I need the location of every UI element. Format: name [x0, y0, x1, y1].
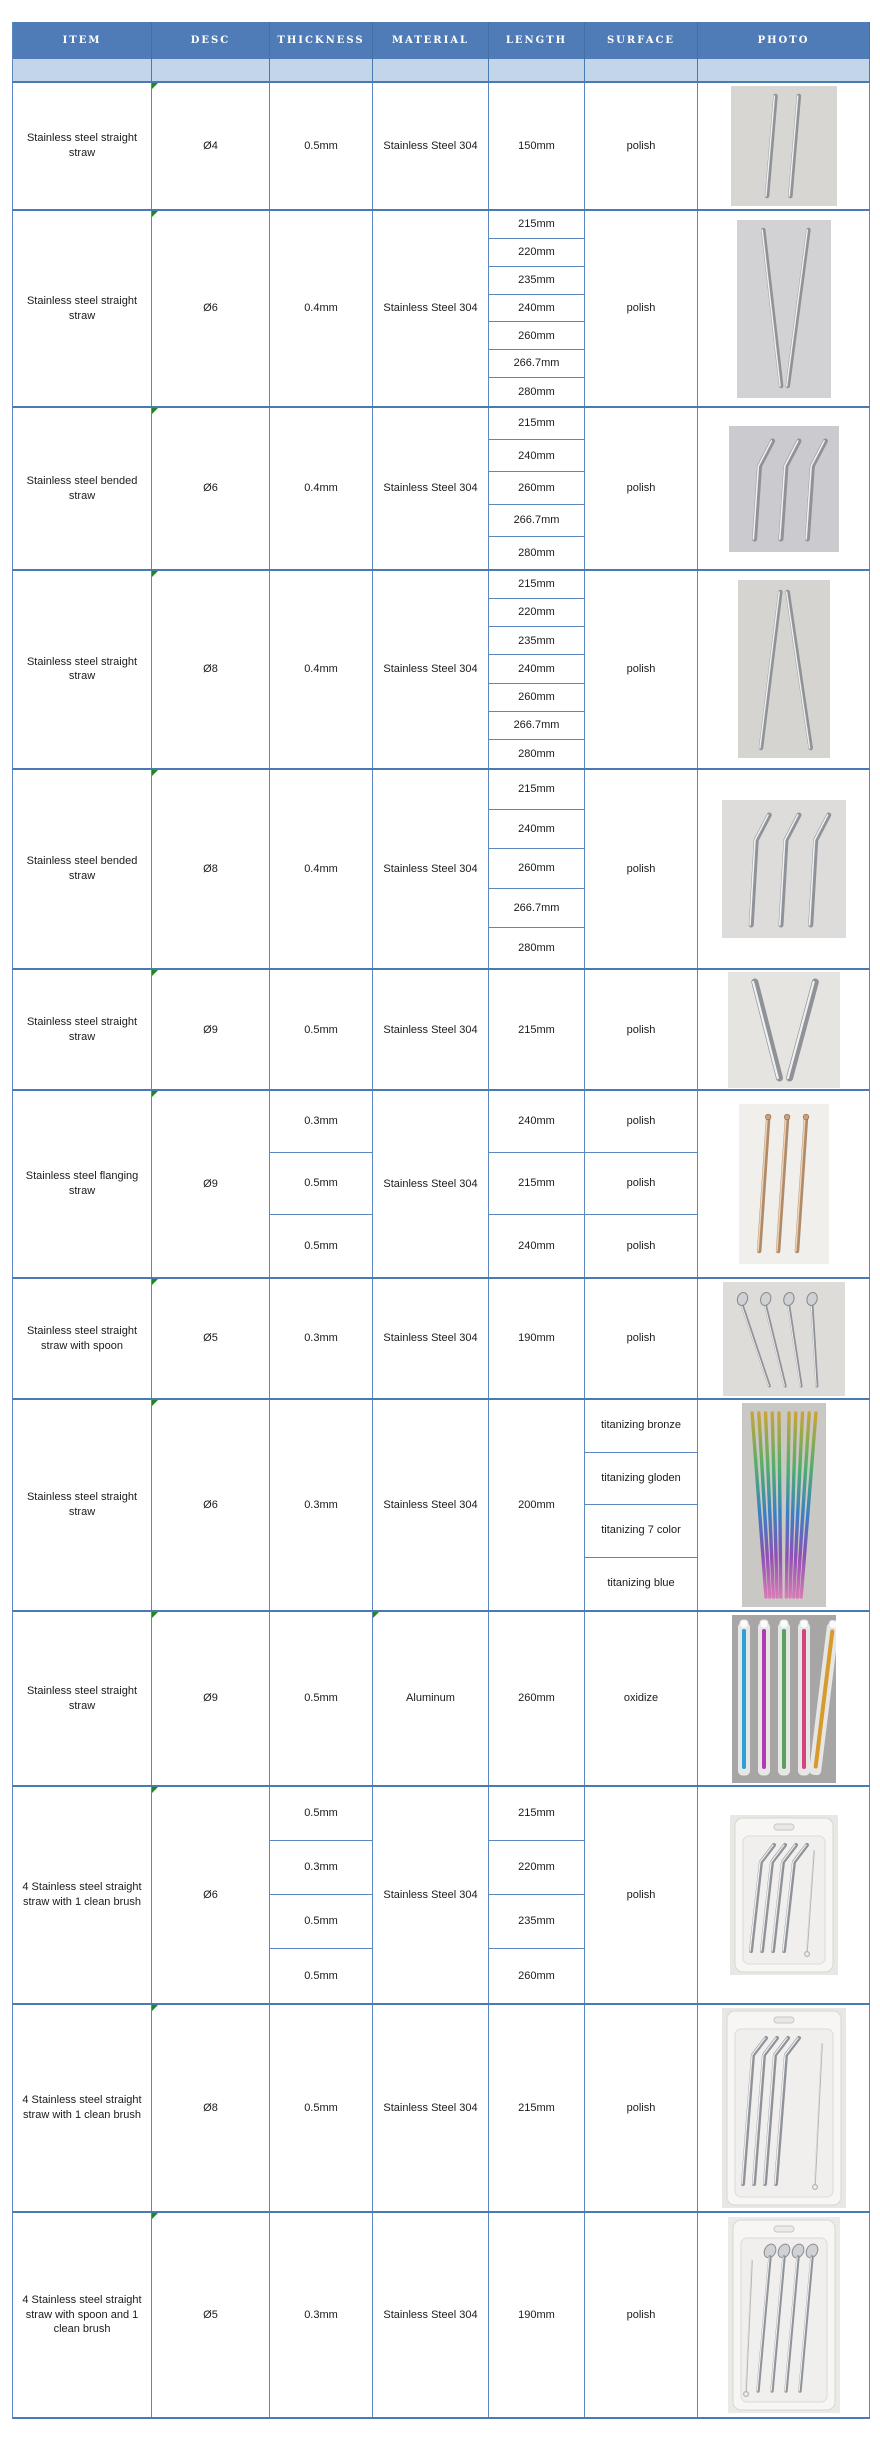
table-row	[12, 408, 870, 571]
cell-surface: polish	[585, 2005, 698, 2211]
cell-item: Stainless steel flanging straw	[13, 1091, 152, 1277]
cell-desc: Ø8	[152, 571, 270, 768]
cell-desc: Ø5	[152, 1279, 270, 1398]
cell-surface: polish	[585, 211, 698, 406]
cell-surface: oxidize	[585, 1612, 698, 1785]
cell-desc: Ø6	[152, 1400, 270, 1610]
cell-length: 215mm	[489, 571, 585, 599]
product-photo	[698, 1787, 870, 2003]
cell-length: 240mm	[489, 1215, 585, 1277]
product-photo	[698, 2005, 870, 2211]
product-table	[12, 22, 870, 2419]
table-row	[12, 2005, 870, 2213]
cell-material: Stainless Steel 304	[373, 408, 489, 569]
table-row	[12, 1091, 870, 1279]
cell-desc: Ø9	[152, 1612, 270, 1785]
subheader-cell	[373, 59, 489, 81]
product-photo	[698, 571, 870, 768]
cell-length: 215mm	[489, 970, 585, 1090]
cell-surface: polish	[585, 1153, 698, 1215]
cell-desc: Ø9	[152, 1091, 270, 1277]
cell-item: Stainless steel straight straw	[13, 1612, 152, 1785]
cell-length: 280mm	[489, 740, 585, 768]
cell-length: 260mm	[489, 472, 585, 504]
cell-thickness: 0.5mm	[270, 1215, 373, 1277]
cell-surface: polish	[585, 1215, 698, 1277]
cell-material: Stainless Steel 304	[373, 83, 489, 209]
subheader-cell	[152, 59, 270, 81]
table-row	[12, 1279, 870, 1400]
cell-material: Stainless Steel 304	[373, 2005, 489, 2211]
cell-thickness: 0.4mm	[270, 408, 373, 569]
table-row	[12, 1787, 870, 2005]
cell-surface: titanizing gloden	[585, 1453, 698, 1506]
cell-thickness: 0.4mm	[270, 770, 373, 968]
cell-surface: polish	[585, 571, 698, 768]
cell-surface: polish	[585, 970, 698, 1090]
cell-length: 220mm	[489, 239, 585, 267]
product-photo	[698, 408, 870, 569]
table-row	[12, 970, 870, 1091]
product-photo	[698, 1400, 870, 1610]
cell-length: 266.7mm	[489, 350, 585, 378]
cell-length: 240mm	[489, 655, 585, 683]
cell-length: 266.7mm	[489, 889, 585, 929]
column-header-desc: DESC	[152, 22, 270, 59]
column-header-item: ITEM	[13, 22, 152, 59]
cell-length: 280mm	[489, 537, 585, 569]
cell-length: 150mm	[489, 83, 585, 209]
cell-length: 190mm	[489, 1279, 585, 1398]
product-photo	[698, 970, 870, 1090]
cell-material: Aluminum	[373, 1612, 489, 1785]
cell-length: 260mm	[489, 322, 585, 350]
cell-length: 266.7mm	[489, 712, 585, 740]
cell-length: 215mm	[489, 2005, 585, 2211]
column-header-thickness: THICKNESS	[270, 22, 373, 59]
cell-item: 4 Stainless steel straight straw with spoon and 1 clean brush	[13, 2213, 152, 2417]
cell-material: Stainless Steel 304	[373, 2213, 489, 2417]
cell-surface: polish	[585, 1787, 698, 2003]
cell-material: Stainless Steel 304	[373, 1091, 489, 1277]
cell-material: Stainless Steel 304	[373, 1400, 489, 1610]
cell-length: 220mm	[489, 599, 585, 627]
cell-length: 200mm	[489, 1400, 585, 1610]
table-subheader-row	[12, 59, 870, 83]
cell-material: Stainless Steel 304	[373, 571, 489, 768]
cell-length: 240mm	[489, 295, 585, 323]
cell-length: 220mm	[489, 1841, 585, 1895]
subheader-cell	[489, 59, 585, 81]
cell-length: 190mm	[489, 2213, 585, 2417]
cell-length: 240mm	[489, 440, 585, 472]
cell-thickness: 0.5mm	[270, 1787, 373, 1841]
cell-surface: polish	[585, 83, 698, 209]
product-photo	[698, 1091, 870, 1277]
cell-surface: polish	[585, 770, 698, 968]
cell-thickness: 0.5mm	[270, 1949, 373, 2003]
column-header-photo: PHOTO	[698, 22, 870, 59]
cell-desc: Ø6	[152, 408, 270, 569]
cell-material: Stainless Steel 304	[373, 970, 489, 1090]
table-row	[12, 2213, 870, 2419]
cell-length: 240mm	[489, 1091, 585, 1153]
cell-length: 215mm	[489, 211, 585, 239]
cell-thickness: 0.4mm	[270, 211, 373, 406]
subheader-cell	[585, 59, 698, 81]
cell-desc: Ø6	[152, 211, 270, 406]
cell-surface: polish	[585, 1091, 698, 1153]
product-photo	[698, 211, 870, 406]
subheader-cell	[270, 59, 373, 81]
cell-item: Stainless steel straight straw with spoon	[13, 1279, 152, 1398]
cell-surface: polish	[585, 1279, 698, 1398]
cell-length: 260mm	[489, 849, 585, 889]
cell-thickness: 0.3mm	[270, 2213, 373, 2417]
cell-length: 240mm	[489, 810, 585, 850]
cell-length: 235mm	[489, 627, 585, 655]
cell-length: 235mm	[489, 267, 585, 295]
cell-surface: titanizing 7 color	[585, 1505, 698, 1558]
product-photo	[698, 2213, 870, 2417]
cell-item: 4 Stainless steel straight straw with 1 clean brush	[13, 1787, 152, 2003]
cell-desc: Ø8	[152, 2005, 270, 2211]
cell-thickness: 0.5mm	[270, 1153, 373, 1215]
cell-desc: Ø6	[152, 1787, 270, 2003]
column-header-material: MATERIAL	[373, 22, 489, 59]
table-row	[12, 1400, 870, 1612]
table-row	[12, 83, 870, 211]
cell-length: 215mm	[489, 1787, 585, 1841]
cell-desc: Ø9	[152, 970, 270, 1090]
cell-length: 266.7mm	[489, 505, 585, 537]
cell-length: 215mm	[489, 1153, 585, 1215]
cell-item: Stainless steel straight straw	[13, 571, 152, 768]
cell-surface: titanizing bronze	[585, 1400, 698, 1453]
cell-item: Stainless steel straight straw	[13, 970, 152, 1090]
cell-material: Stainless Steel 304	[373, 1279, 489, 1398]
cell-length: 260mm	[489, 684, 585, 712]
product-photo	[698, 1612, 870, 1785]
cell-length: 280mm	[489, 378, 585, 406]
cell-surface: polish	[585, 2213, 698, 2417]
table-row	[12, 1612, 870, 1787]
cell-desc: Ø5	[152, 2213, 270, 2417]
cell-item: Stainless steel straight straw	[13, 1400, 152, 1610]
table-row	[12, 211, 870, 408]
cell-material: Stainless Steel 304	[373, 770, 489, 968]
cell-material: Stainless Steel 304	[373, 1787, 489, 2003]
cell-length: 215mm	[489, 770, 585, 810]
column-header-length: LENGTH	[489, 22, 585, 59]
cell-thickness: 0.3mm	[270, 1279, 373, 1398]
cell-surface: polish	[585, 408, 698, 569]
cell-length: 280mm	[489, 928, 585, 968]
column-header-surface: SURFACE	[585, 22, 698, 59]
product-photo	[698, 1279, 870, 1398]
cell-length: 260mm	[489, 1949, 585, 2003]
cell-desc: Ø8	[152, 770, 270, 968]
cell-thickness: 0.5mm	[270, 970, 373, 1090]
cell-item: 4 Stainless steel straight straw with 1 clean brush	[13, 2005, 152, 2211]
cell-item: Stainless steel straight straw	[13, 211, 152, 406]
cell-thickness: 0.5mm	[270, 1612, 373, 1785]
cell-material: Stainless Steel 304	[373, 211, 489, 406]
table-row	[12, 770, 870, 970]
cell-item: Stainless steel bended straw	[13, 770, 152, 968]
cell-length: 260mm	[489, 1612, 585, 1785]
cell-length: 235mm	[489, 1895, 585, 1949]
cell-thickness: 0.3mm	[270, 1841, 373, 1895]
cell-thickness: 0.5mm	[270, 1895, 373, 1949]
cell-desc: Ø4	[152, 83, 270, 209]
cell-thickness: 0.5mm	[270, 2005, 373, 2211]
subheader-cell	[13, 59, 152, 81]
subheader-cell	[698, 59, 870, 81]
cell-thickness: 0.4mm	[270, 571, 373, 768]
cell-length: 215mm	[489, 408, 585, 440]
table-header-row	[12, 22, 870, 59]
cell-thickness: 0.3mm	[270, 1091, 373, 1153]
cell-thickness: 0.3mm	[270, 1400, 373, 1610]
product-photo	[698, 83, 870, 209]
cell-surface: titanizing blue	[585, 1558, 698, 1611]
table-row	[12, 571, 870, 770]
cell-item: Stainless steel straight straw	[13, 83, 152, 209]
cell-item: Stainless steel bended straw	[13, 408, 152, 569]
cell-thickness: 0.5mm	[270, 83, 373, 209]
product-photo	[698, 770, 870, 968]
